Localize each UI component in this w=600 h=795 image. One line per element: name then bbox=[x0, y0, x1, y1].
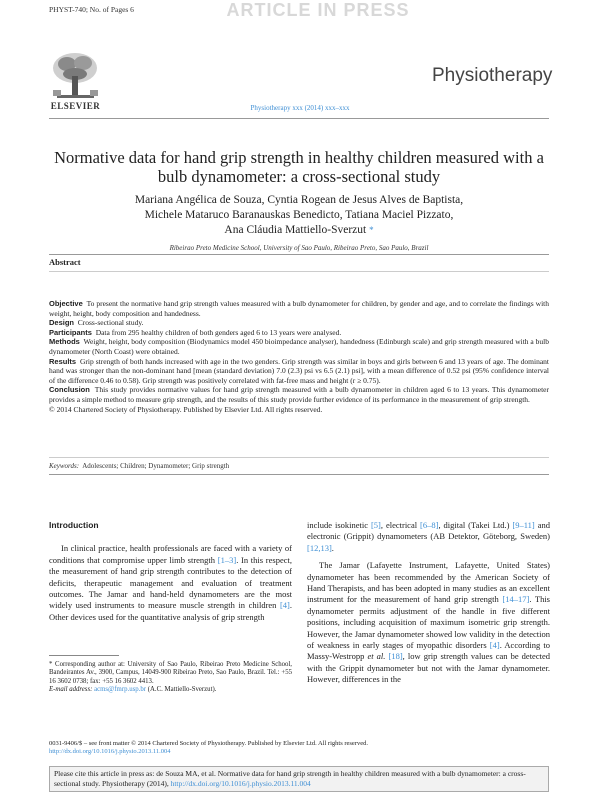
email-link[interactable]: acms@fmrp.usp.br bbox=[94, 686, 147, 694]
abstract-objective bbox=[49, 299, 549, 318]
citation-link[interactable]: [6–8] bbox=[420, 520, 439, 530]
email-owner: (A.C. Mattiello-Sverzut). bbox=[147, 686, 217, 694]
results-text: Grip strength of both hands increased with age in the two genders. Grip strength was similar in boys and girls between 6 and 13 years of age. The dominant hand was stronger than the non-dominant hand [mean (standard deviation) 7.0 (2.3) psi vs 6.5 (2.1) psi], with a mean difference of 0.52 psi (95% confidence interval of the difference 0.46 to 0.58). Grip strength was positively correlated with fat-free mass and height (r ≥ 0.75). bbox=[49, 356, 549, 385]
author-list bbox=[49, 193, 549, 238]
footnote-email-line bbox=[49, 686, 292, 694]
footnote-text: * Corresponding author at: University of Sao Paulo, Ribeirao Preto Medicine School, Bandeirantes Av., 3900, Campus, 14049-900 Ribeirao Preto, Sao Paulo, Brazil. Tel.: +55 16 3602 0738; fax: +55 16 3602 4413. bbox=[49, 661, 292, 685]
citation-link[interactable]: [12,13] bbox=[307, 542, 332, 553]
corresponding-author-footnote bbox=[49, 661, 292, 695]
intro-paragraph-2 bbox=[307, 560, 550, 685]
journal-name: Physiotherapy bbox=[432, 65, 553, 86]
footnote-rule bbox=[49, 655, 119, 656]
manuscript-meta: PHYST-740; No. of Pages 6 bbox=[49, 5, 134, 14]
citation-link[interactable]: [5] bbox=[370, 520, 381, 530]
corresponding-author-mark[interactable]: * bbox=[369, 225, 374, 235]
doi-link[interactable]: http://dx.doi.org/10.1016/j.physio.2013.11.004 bbox=[49, 748, 171, 756]
issn-footer bbox=[49, 740, 549, 757]
citation-link[interactable]: [14–17] bbox=[502, 594, 530, 605]
section-heading-introduction: Introduction bbox=[49, 520, 99, 530]
intro-r2-text-a: The Jamar (Lafayette Instrument, Lafayette, United States) dynamometer has been recommended by the American Society of Hand Therapists, and has been adopted in many studies as an excellent instrument for the measurement of hand grip strength bbox=[307, 560, 550, 605]
abstract-conclusion bbox=[49, 385, 549, 404]
affiliation: Ribeirao Preto Medicine School, University of Sao Paulo, Ribeirao Preto, Sao Paulo, Brazil bbox=[169, 244, 429, 252]
right-column bbox=[307, 520, 550, 686]
keywords bbox=[49, 462, 549, 470]
authors-line-3 bbox=[49, 223, 549, 238]
journal-reference-link[interactable]: Physiotherapy xxx (2014) xxx–xxx bbox=[250, 104, 350, 112]
citation-doi-link[interactable]: http://dx.doi.org/10.1016/j.physio.2013.11.004 bbox=[170, 778, 311, 788]
abstract-design bbox=[49, 318, 549, 328]
design-label: Design bbox=[49, 318, 75, 328]
publisher-name: ELSEVIER bbox=[50, 101, 101, 111]
intro-paragraph-1 bbox=[49, 543, 292, 623]
intro-r2-text-c: . According to Massy-Westropp bbox=[307, 640, 550, 662]
intro-r1-text-c: , digital (Takei Ltd.) bbox=[438, 520, 513, 530]
abstract-heading: Abstract bbox=[49, 257, 81, 267]
keywords-text: Adolescents; Children; Dynamometer; Grip strength bbox=[82, 462, 230, 470]
intro-paragraph-1-continued bbox=[307, 520, 550, 554]
abstract-results bbox=[49, 357, 549, 386]
abstract-participants bbox=[49, 328, 549, 338]
keywords-label: Keywords: bbox=[49, 462, 80, 470]
conclusion-text: This study provides normative values for hand grip strength measured with a bulb dynamometer in children aged 6 to 13 years. This dynamometer provides a simple method to measure grip strength, and the results of this study provide further evidence of its performance in the measurement of grip strength. bbox=[49, 385, 549, 404]
authors-line-3-text: Ana Cláudia Mattiello-Sverzut bbox=[224, 224, 367, 236]
elsevier-tree-logo bbox=[47, 50, 104, 102]
citation-link[interactable]: [1–3] bbox=[217, 554, 237, 565]
intro-r2-text-d: , low grip strength values can be detected with the Grippit dynamometer but not with the Jamar dynamometer. However, differences in the bbox=[307, 651, 550, 685]
abstract-body bbox=[49, 299, 549, 414]
keywords-top-rule bbox=[49, 457, 549, 458]
design-text: Cross-sectional study. bbox=[77, 318, 144, 328]
abstract-methods bbox=[49, 337, 549, 356]
participants-text: Data from 295 healthy children of both genders aged 6 to 13 years were analysed. bbox=[95, 327, 342, 337]
authors-line-2: Michele Mataruco Baranauskas Benedicto, Tatiana Maciel Pizzato, bbox=[144, 209, 454, 221]
banner-title: ARTICLE IN PRESS bbox=[226, 0, 410, 20]
left-column bbox=[49, 520, 292, 623]
issn-text: 0031-9406/$ – see front matter © 2014 Chartered Society of Physiotherapy. Published by Elsevier Ltd. All rights reserved. bbox=[49, 740, 368, 747]
citation-link[interactable]: [18] bbox=[388, 651, 403, 662]
intro-p1-text-b: . In this respect, the measurement of hand grip strength contributes to the detection of deficits, therapeutic management and evaluation of treatment outcomes. The Jamar and hand-held dynamometers are the most widely used instruments to measure muscle strength in children bbox=[49, 554, 292, 611]
citation-link[interactable]: [4] bbox=[279, 600, 290, 611]
objective-label: Objective bbox=[49, 299, 83, 308]
citation-link[interactable]: [4] bbox=[489, 640, 500, 651]
citation-box bbox=[49, 766, 549, 792]
intro-p1-text-a: In clinical practice, health professionals are faced with a variety of conditions that compromise upper limb strength bbox=[49, 543, 292, 565]
paper-title: Normative data for hand grip strength in healthy children measured with a bulb dynamometer: a cross-sectional study bbox=[54, 148, 544, 186]
intro-r1-text-d: and electronic (Grippit) dynamometers (AB Detektor, Göteborg, Sweden) bbox=[307, 520, 550, 542]
citation-link[interactable]: [9–11] bbox=[512, 520, 535, 530]
citation-text: Please cite this article in press as: de Souza MA, et al. Normative data for hand grip strength in healthy children measured with a bulb dynamometer: a cross-sectional study. Physiotherapy (2014), bbox=[54, 769, 526, 788]
objective-text: To present the normative hand grip strength values measured with a bulb dynamometer for children, by gender and age, and to correlate the findings with weight, height, body composition and handedness. bbox=[49, 299, 549, 318]
methods-label: Methods bbox=[49, 337, 80, 347]
conclusion-label: Conclusion bbox=[49, 385, 90, 395]
header-rule bbox=[49, 118, 549, 119]
article-in-press-banner bbox=[0, 0, 600, 20]
authors-line-1: Mariana Angélica de Souza, Cyntia Rogean de Jesus Alves de Baptista, bbox=[134, 194, 464, 206]
intro-r1-text-b: , electrical bbox=[380, 520, 421, 530]
intro-r2-etal: et al. bbox=[367, 651, 386, 662]
intro-r2-text-b: . This dynamometer permits adjustment of the handle in five different positions, including acquisition of maximum isometric grip strength. However, the Jamar dynamometer showed low validity in the detection of weakness in early stages of myopathic disorders bbox=[307, 594, 550, 651]
abstract-top-rule bbox=[49, 254, 549, 255]
methods-text: Weight, height, body composition (Biodynamics model 450 bioimpedance analyser), handedness (Edinburgh scale) and grip strength measured with a bulb dynamometer (North Coast) were obtained. bbox=[49, 337, 549, 356]
intro-p1-text-c: . Other devices used for the quantitative analysis of grip strength bbox=[49, 600, 292, 622]
intro-r1-text-a: include isokinetic bbox=[307, 520, 371, 530]
abstract-heading-rule bbox=[49, 271, 549, 272]
email-label: E-mail address: bbox=[49, 686, 93, 694]
abstract-copyright: © 2014 Chartered Society of Physiotherapy. Published by Elsevier Ltd. All rights reserved. bbox=[49, 404, 323, 414]
intro-r1-text-e: . bbox=[331, 542, 334, 553]
keywords-bottom-rule bbox=[49, 474, 549, 475]
participants-label: Participants bbox=[49, 327, 92, 337]
results-label: Results bbox=[49, 356, 77, 366]
